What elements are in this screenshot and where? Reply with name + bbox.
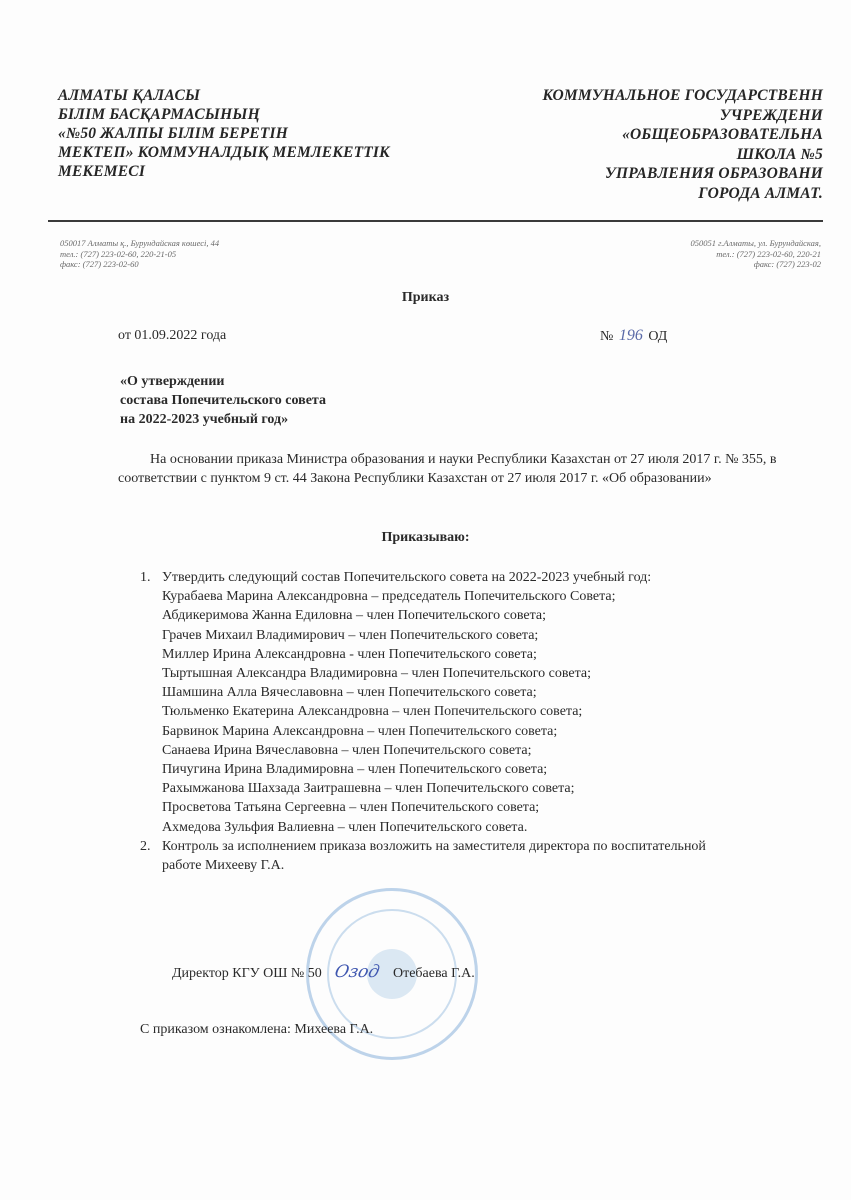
director-position: Директор КГУ ОШ № 50 [172, 966, 322, 981]
acknowledgement-name: Михеева Г.А. [294, 1022, 374, 1037]
header-kazakh-line: МЕКЕМЕСІ [58, 163, 146, 180]
handwritten-signature: Озод [333, 962, 382, 982]
header-kazakh-line: МЕКТЕП» КОММУНАЛДЫҚ МЕМЛЕКЕТТІК [58, 144, 390, 161]
director-name: Отебаева Г.А. [392, 966, 475, 981]
member-entry: Ахмедова Зульфия Валиевна – член Попечительского совета. [162, 819, 528, 835]
member-entry: Шамшина Алла Вячеславовна – член Попечительского совета; [162, 685, 537, 701]
order-item-2 [140, 837, 840, 875]
order-date: от 01.09.2022 года [118, 328, 227, 343]
order-item-1 [140, 568, 840, 837]
acknowledgement-row [140, 1022, 373, 1038]
member-list [162, 587, 840, 837]
order-number-suffix: ОД [648, 329, 668, 344]
order-title: Приказ [401, 290, 450, 305]
header-russian-line: КОММУНАЛЬНОЕ ГОСУДАРСТВЕНН [542, 87, 823, 104]
header-russian-line: ШКОЛА №5 [736, 145, 823, 163]
member-entry: Барвинок Марина Александровна – член Попечительского совета; [162, 723, 558, 739]
member-entry: Рахымжанова Шахзада Заитрашевна – член Попечительского совета; [162, 781, 575, 797]
header-kazakh-line: БІЛІМ БАСҚАРМАСЫНЫҢ [58, 106, 260, 123]
subject-line: состава Попечительского совета [120, 393, 326, 408]
acknowledgement-label: С приказом ознакомлена: [140, 1022, 291, 1037]
header-russian-line: УПРАВЛЕНИЯ ОБРАЗОВАНИ [604, 165, 823, 182]
member-entry: Тыртышная Александра Владимировна – член Попечительского совета; [162, 666, 592, 682]
header-kazakh-line: «№50 ЖАЛПЫ БІЛІМ БЕРЕТІН [58, 125, 289, 142]
header-russian-line: УЧРЕЖДЕНИ [719, 106, 823, 124]
order-number [600, 327, 667, 345]
address-kazakh [60, 238, 219, 270]
header-kazakh-line: АЛМАТЫ ҚАЛАСЫ [58, 87, 201, 104]
member-entry: Абдикеримова Жанна Едиловна – член Попечительского совета; [162, 608, 547, 624]
header-kazakh [58, 86, 390, 181]
address-line: 050017 Алматы қ., Бурундайская көшесі, 44 [60, 238, 220, 248]
member-entry: Миллер Ирина Александровна - член Попечительского совета; [162, 646, 537, 662]
member-entry: Пичугина Ирина Владимировна – член Попечительского совета; [162, 762, 548, 778]
member-entry: Санаева Ирина Вячеславовна – член Попечительского совета; [162, 742, 532, 758]
address-line: 050051 г.Алматы, ул. Бурундайская, [690, 238, 821, 248]
order-number-handwritten: 196 [618, 327, 643, 344]
member-entry: Грачев Михаил Владимирович – член Попечительского совета; [162, 627, 539, 643]
header-divider [48, 220, 823, 222]
item-number: 2. [140, 838, 151, 854]
subject-line: «О утверждении [120, 374, 225, 389]
header-russian [463, 86, 823, 203]
director-signature-row [172, 962, 475, 982]
header-russian-line: «ОБЩЕОБРАЗОВАТЕЛЬНА [622, 126, 823, 143]
member-entry: Тюльменко Екатерина Александровна – член Попечительского совета; [162, 704, 583, 720]
item-text: Контроль за исполнением приказа возложить на заместителя директора по воспитательной работе Михееву Г.А. [162, 838, 706, 874]
member-entry: Просветова Татьяна Сергеевна – член Попечительского совета; [162, 800, 540, 816]
address-line: тел.: (727) 223-02-60, 220-21-05 [60, 248, 177, 259]
order-items [140, 568, 840, 875]
item-number: 1. [140, 570, 151, 585]
decree-heading: Приказываю: [381, 530, 470, 545]
member-entry: Курабаева Марина Александровна – председатель Попечительского Совета; [162, 589, 616, 605]
preamble-paragraph: На основании приказа Министра образования и науки Республики Казахстан от 27 июля 2017 г. № 355, в соответствии с пунктом 9 ст. 44 Закона Республики Казахстан от 27 июля 2017 г. «Об образовании» [118, 452, 777, 486]
order-subject [120, 372, 326, 429]
address-line: факс: (727) 223-02 [753, 259, 821, 269]
address-line: тел.: (727) 223-02-60, 220-21 [716, 248, 821, 259]
subject-line: на 2022-2023 учебный год» [120, 412, 289, 427]
address-russian [690, 238, 821, 270]
order-number-prefix: № [600, 329, 614, 344]
item-text: Утвердить следующий состав Попечительского совета на 2022-2023 учебный год: [162, 570, 652, 585]
address-line: факс: (727) 223-02-60 [60, 259, 139, 269]
header-russian-line: ГОРОДА АЛМАТ. [698, 184, 823, 202]
